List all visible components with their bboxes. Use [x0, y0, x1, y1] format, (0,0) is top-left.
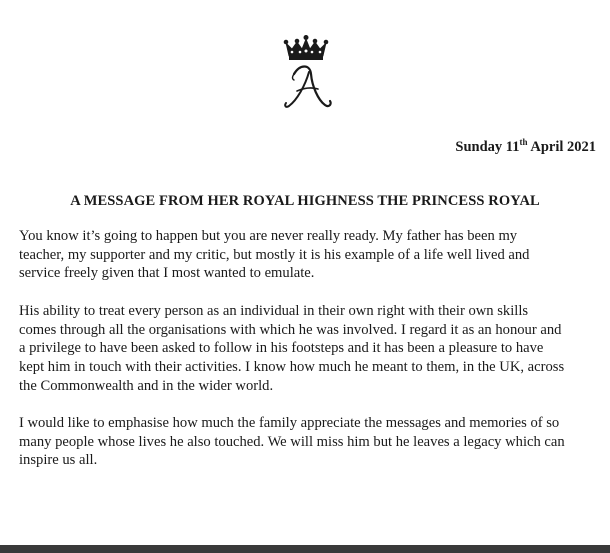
paragraph-line: I would like to emphasise how much the family appreciate the messages and memories of so	[19, 415, 560, 431]
paragraph-line: a privilege to have been asked to follow in his footsteps and it has been a pleasure to have	[19, 340, 544, 357]
date-ordinal: th	[519, 137, 528, 147]
paragraph-line: service freely given that I most wanted to emulate.	[19, 265, 315, 282]
paragraph-3	[19, 414, 602, 470]
paragraph-line: You know it’s going to happen but you are never really ready. My father has been my	[19, 228, 518, 244]
paragraph-line: kept him in touch with their activities. I know how much he meant to them, in the UK, across	[19, 358, 565, 375]
date-month-year: April 2021	[530, 139, 596, 155]
paragraph-line: many people whose lives he also touched. We will miss him but he leaves a legacy which can	[19, 433, 565, 450]
cipher-letter-a-icon	[285, 67, 330, 107]
letter-date	[455, 139, 596, 156]
paragraph-line: teacher, my supporter and my critic, but mostly it is his example of a life well lived and	[19, 246, 530, 263]
message-title: A MESSAGE FROM HER ROYAL HIGHNESS THE PRINCESS ROYAL	[70, 193, 540, 209]
paragraph-line: the Commonwealth and in the wider world.	[19, 377, 274, 394]
crown-icon	[284, 35, 329, 60]
date-day-number: 11	[505, 139, 520, 155]
paragraph-2	[19, 302, 602, 396]
message-body	[19, 227, 602, 489]
paragraph-line: inspire us all.	[19, 452, 98, 469]
paragraph-line: His ability to treat every person as an individual in their own right with their own skills	[19, 302, 529, 319]
date-day-name: Sunday	[455, 139, 503, 155]
crown-cipher-logo	[278, 34, 334, 116]
paragraph-line: comes through all the organisations with which he was involved. I regard it as an honour and	[19, 321, 562, 338]
bottom-edge-bar	[0, 545, 610, 553]
paragraph-1	[19, 227, 602, 283]
